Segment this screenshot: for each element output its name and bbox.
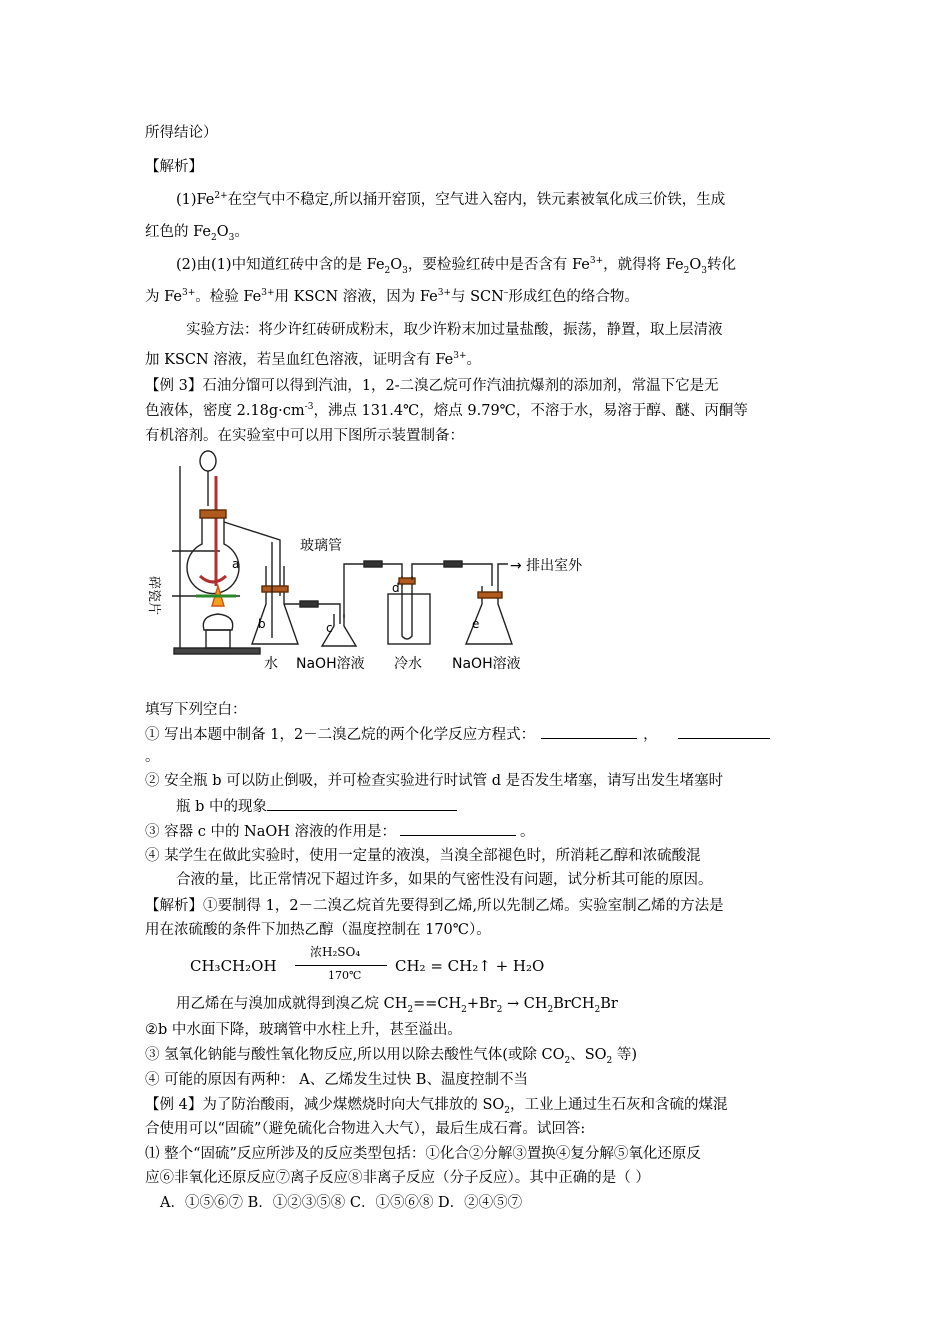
equation-condition-below: 170℃ bbox=[328, 969, 362, 982]
text-line: 瓶 b 中的现象 bbox=[176, 796, 457, 817]
text-line: 合液的量，比正常情况下超过许多，如果的气密性没有问题，试分析其可能的原因。 bbox=[176, 872, 713, 888]
label-outlet: → 排出室外 bbox=[510, 558, 583, 574]
text-line: 【例 4】为了防治酸雨，减少煤燃烧时向大气排放的 $SO_2$，工业上通过生石灰和含硫的煤混 bbox=[145, 1097, 728, 1116]
text-line: 【解析】①要制得 1，2－二溴乙烷首先要得到乙烯,所以先制乙烯。实验室制乙烯的方法是 bbox=[145, 898, 724, 914]
text-line: 有机溶剂。在实验室中可以用下图所示装置制备： bbox=[145, 428, 464, 444]
alcohol-lamp bbox=[203, 614, 232, 630]
text-line: 色液体，密度 $2.18g\cdot cm^{-3}$，沸点 131.4℃，熔点 9.79℃，不溶于水，易溶于醇、醚、丙酮等 bbox=[145, 402, 748, 419]
flask-stopper bbox=[200, 510, 226, 518]
label-porcelain: 碎瓷片 bbox=[146, 576, 161, 616]
label-glass-tube: 玻璃管 bbox=[300, 538, 342, 554]
label-a: a bbox=[232, 557, 240, 571]
equation-left: CH₃CH₂OH bbox=[190, 957, 277, 975]
text-line: 填写下列空白： bbox=[145, 702, 247, 718]
apparatus-diagram bbox=[140, 446, 583, 678]
equation-right: CH₂ = CH₂↑ + H₂O bbox=[395, 957, 545, 975]
beaker-d bbox=[388, 594, 430, 644]
label-naoh-e: NaOH溶液 bbox=[452, 656, 521, 672]
label-c: c bbox=[326, 621, 333, 635]
equation-condition-above: 浓H₂SO₄ bbox=[310, 945, 361, 959]
text-line: ④ 可能的原因有两种： A、乙烯发生过快 B、温度控制不当 bbox=[145, 1072, 528, 1088]
dropping-funnel bbox=[200, 451, 216, 471]
text-line: 红色的 $Fe_2O_3$。 bbox=[145, 224, 249, 243]
text-line: 用乙烯在与溴加成就得到溴乙烷 $CH_2==CH_2+Br_2$ → $CH_2BrCH_2Br$ bbox=[176, 996, 618, 1015]
stand-base bbox=[174, 648, 260, 654]
question-4: ④ 某学生在做此实验时，使用一定量的液溴，当溴全部褪色时，所消耗乙醇和浓硫酸混 bbox=[145, 848, 701, 864]
text-line: ②b 中水面下降，玻璃管中水柱上升，甚至溢出。 bbox=[145, 1022, 462, 1038]
text-line: 。 bbox=[145, 749, 160, 765]
question-2: ② 安全瓶 b 可以防止倒吸，并可检查实验进行时试管 d 是否发生堵塞，请写出发生堵塞时 bbox=[145, 773, 724, 789]
label-water: 水 bbox=[264, 656, 278, 672]
question-3: ③ 容器 c 中的 NaOH 溶液的作用是： 。 bbox=[145, 821, 535, 842]
question-1: ① 写出本题中制备 1，2－二溴乙烷的两个化学反应方程式： ， bbox=[145, 724, 770, 745]
text-line: 加 KSCN 溶液，若呈血红色溶液，证明含有 $Fe^{3+}$。 bbox=[145, 351, 482, 368]
label-d: d bbox=[392, 581, 400, 595]
bottle-b bbox=[252, 566, 298, 644]
text-line: 所得结论） bbox=[145, 125, 218, 141]
rubber-joint bbox=[300, 601, 318, 607]
text-line: $(1)Fe^{2+}$在空气中不稳定,所以捅开窑顶，空气进入窑内，铁元素被氧化成三价铁，生成 bbox=[176, 191, 726, 208]
answer-options: A．①⑤⑥⑦ B．①②③⑤⑧ C．①⑤⑥⑧ D．②④⑤⑦ bbox=[160, 1195, 523, 1211]
text-line: 实验方法：将少许红砖研成粉末，取少许粉末加过量盐酸，振荡，静置，取上层清液 bbox=[186, 322, 723, 338]
outlet-tube bbox=[498, 564, 508, 586]
equation-arrow bbox=[295, 965, 387, 966]
label-e: e bbox=[472, 617, 480, 631]
text-line: (2)由(1)中知道红砖中含的是 $Fe_2O_3$，要检验红砖中是否含有 $Fe^{3+}$，就得将 $Fe_2O_3$转化 bbox=[176, 256, 736, 276]
text-line: 【例 3】石油分馏可以得到汽油，1，2-二溴乙烷可作汽油抗爆剂的添加剂，常温下它是无 bbox=[145, 378, 719, 394]
label-naoh-c: NaOH溶液 bbox=[296, 656, 365, 672]
text-line: 为 $Fe^{3+}$。检验 $Fe^{3+}$用 KSCN 溶液，因为 $Fe^{3+}$与 SCN–形成红色的络合物。 bbox=[145, 288, 639, 305]
text-line: ③ 氢氧化钠能与酸性氧化物反应,所以用以除去酸性气体(或除 $CO_2$、$SO_2$ 等) bbox=[145, 1047, 638, 1066]
text-line: 应⑥非氧化还原反应⑦离子反应⑧非离子反应（分子反应）。其中正确的是（ ） bbox=[145, 1170, 650, 1186]
section-heading: 【解析】 bbox=[145, 159, 203, 175]
text-line: 合使用可以“固硫”（避免硫化合物进入大气），最后生成石膏。试回答: bbox=[145, 1121, 586, 1137]
text-line: 用在浓硫酸的条件下加热乙醇（温度控制在 170℃）。 bbox=[145, 922, 491, 938]
text-line: ⑴ 整个“固硫”反应所涉及的反应类型包括：①化合②分解③置换④复分解⑤氧化还原反 bbox=[145, 1146, 701, 1162]
label-cold-water: 冷水 bbox=[394, 656, 422, 672]
test-tube-d bbox=[402, 576, 412, 639]
label-b: b bbox=[258, 617, 266, 631]
